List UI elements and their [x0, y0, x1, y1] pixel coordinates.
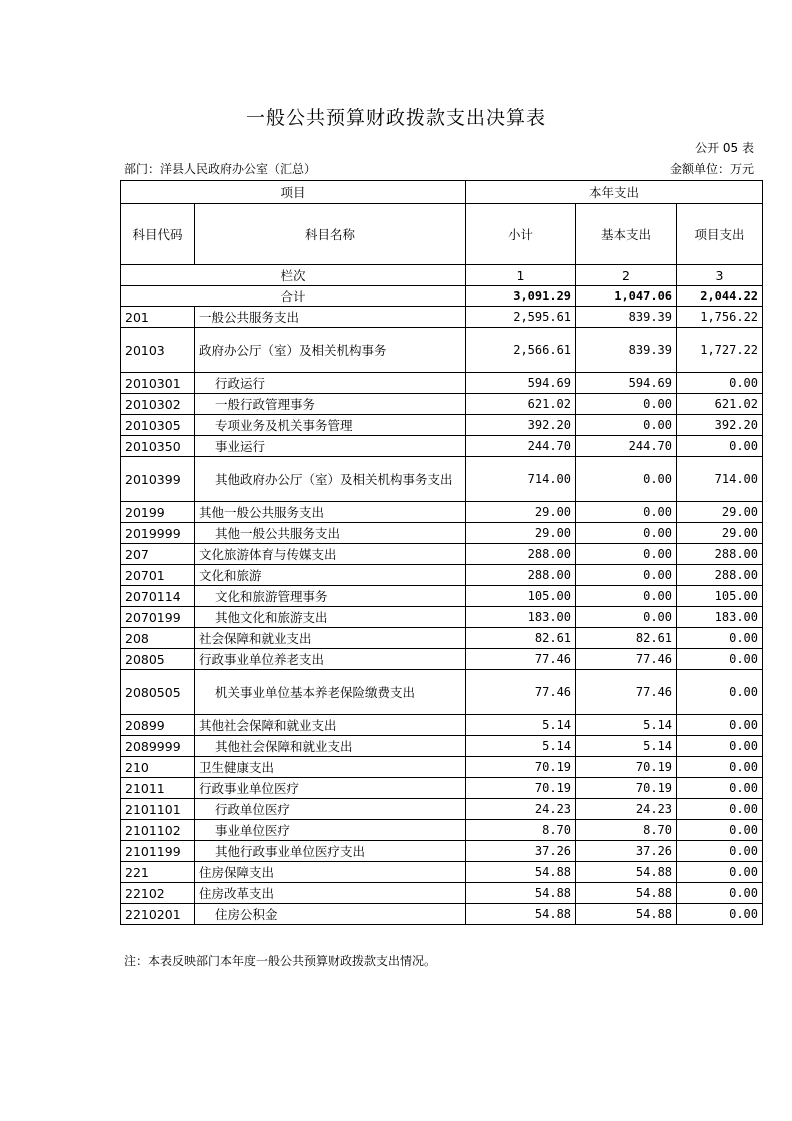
row-project: 0.00 [677, 883, 763, 904]
unit-label: 金额单位：万元 [669, 162, 754, 176]
row-code: 2101101 [121, 799, 195, 820]
row-code: 20805 [121, 649, 195, 670]
row-basic: 77.46 [576, 649, 677, 670]
table-row [121, 715, 763, 736]
row-subtotal: 2,566.61 [466, 328, 576, 373]
row-name: 住房保障支出 [195, 862, 466, 883]
row-name: 住房公积金 [195, 904, 466, 925]
row-project: 0.00 [677, 670, 763, 715]
row-basic: 0.00 [576, 544, 677, 565]
row-subtotal: 77.46 [466, 649, 576, 670]
row-name: 行政单位医疗 [195, 799, 466, 820]
row-project: 714.00 [677, 457, 763, 502]
row-basic: 54.88 [576, 862, 677, 883]
row-code: 2070199 [121, 607, 195, 628]
row-name: 其他文化和旅游支出 [195, 607, 466, 628]
table-row [121, 778, 763, 799]
table-row [121, 307, 763, 328]
row-basic: 0.00 [576, 415, 677, 436]
row-name: 其他一般公共服务支出 [195, 523, 466, 544]
table-row [121, 736, 763, 757]
table-row [121, 544, 763, 565]
row-code: 2010399 [121, 457, 195, 502]
row-subtotal: 5.14 [466, 736, 576, 757]
row-project: 0.00 [677, 649, 763, 670]
row-code: 21011 [121, 778, 195, 799]
table-row [121, 415, 763, 436]
row-code: 2019999 [121, 523, 195, 544]
row-name: 其他行政事业单位医疗支出 [195, 841, 466, 862]
row-basic: 839.39 [576, 307, 677, 328]
row-project: 0.00 [677, 862, 763, 883]
row-subtotal: 37.26 [466, 841, 576, 862]
row-project: 392.20 [677, 415, 763, 436]
row-basic: 37.26 [576, 841, 677, 862]
row-code: 20103 [121, 328, 195, 373]
row-project: 0.00 [677, 904, 763, 925]
header-code: 科目代码 [121, 204, 195, 265]
column-number-1: 1 [466, 265, 576, 286]
row-code: 2010301 [121, 373, 195, 394]
row-name: 卫生健康支出 [195, 757, 466, 778]
column-number-3: 3 [677, 265, 763, 286]
row-name: 其他政府办公厅（室）及相关机构事务支出 [195, 457, 466, 502]
row-project: 621.02 [677, 394, 763, 415]
row-basic: 5.14 [576, 715, 677, 736]
row-subtotal: 77.46 [466, 670, 576, 715]
row-name: 其他社会保障和就业支出 [195, 736, 466, 757]
row-subtotal: 54.88 [466, 904, 576, 925]
row-name: 文化旅游体育与传媒支出 [195, 544, 466, 565]
table-row [121, 523, 763, 544]
row-basic: 0.00 [576, 565, 677, 586]
row-code: 2080505 [121, 670, 195, 715]
table-row [121, 373, 763, 394]
row-subtotal: 54.88 [466, 862, 576, 883]
row-basic: 24.23 [576, 799, 677, 820]
page-title: 一般公共预算财政拨款支出决算表 [245, 107, 546, 129]
table-row [121, 436, 763, 457]
row-name: 其他社会保障和就业支出 [195, 715, 466, 736]
row-project: 29.00 [677, 523, 763, 544]
row-code: 2089999 [121, 736, 195, 757]
column-number-2: 2 [576, 265, 677, 286]
row-name: 住房改革支出 [195, 883, 466, 904]
row-basic: 0.00 [576, 457, 677, 502]
row-project: 0.00 [677, 715, 763, 736]
row-subtotal: 594.69 [466, 373, 576, 394]
table-row [121, 649, 763, 670]
table-row [121, 628, 763, 649]
table-row [121, 670, 763, 715]
row-name: 行政事业单位养老支出 [195, 649, 466, 670]
row-basic: 0.00 [576, 586, 677, 607]
row-project: 0.00 [677, 820, 763, 841]
row-basic: 0.00 [576, 523, 677, 544]
row-project: 0.00 [677, 736, 763, 757]
table-row [121, 841, 763, 862]
table-row [121, 328, 763, 373]
row-name: 政府办公厅（室）及相关机构事务 [195, 328, 466, 373]
row-subtotal: 29.00 [466, 523, 576, 544]
row-name: 一般行政管理事务 [195, 394, 466, 415]
row-name: 事业单位医疗 [195, 820, 466, 841]
row-basic: 54.88 [576, 904, 677, 925]
row-basic: 0.00 [576, 394, 677, 415]
row-project: 0.00 [677, 436, 763, 457]
row-subtotal: 54.88 [466, 883, 576, 904]
row-code: 20701 [121, 565, 195, 586]
total-basic: 1,047.06 [576, 286, 677, 307]
row-code: 210 [121, 757, 195, 778]
total-row [121, 286, 763, 307]
row-subtotal: 70.19 [466, 778, 576, 799]
row-basic: 839.39 [576, 328, 677, 373]
row-basic: 244.70 [576, 436, 677, 457]
row-project: 29.00 [677, 502, 763, 523]
row-code: 20199 [121, 502, 195, 523]
total-project: 2,044.22 [677, 286, 763, 307]
row-basic: 0.00 [576, 502, 677, 523]
row-subtotal: 70.19 [466, 757, 576, 778]
table-row [121, 904, 763, 925]
row-code: 2070114 [121, 586, 195, 607]
header-basic: 基本支出 [576, 204, 677, 265]
row-name: 事业运行 [195, 436, 466, 457]
column-number-row [121, 265, 763, 286]
row-code: 2101102 [121, 820, 195, 841]
row-subtotal: 714.00 [466, 457, 576, 502]
column-label: 栏次 [121, 265, 466, 286]
row-subtotal: 105.00 [466, 586, 576, 607]
expenditure-table [120, 180, 763, 925]
form-code: 公开 05 表 [695, 141, 754, 155]
row-code: 207 [121, 544, 195, 565]
header-project: 项目支出 [677, 204, 763, 265]
department-label: 部门：洋县人民政府办公室（汇总） [124, 162, 317, 176]
row-subtotal: 183.00 [466, 607, 576, 628]
table-row [121, 757, 763, 778]
table-row [121, 502, 763, 523]
row-subtotal: 244.70 [466, 436, 576, 457]
table-row [121, 394, 763, 415]
row-code: 2010350 [121, 436, 195, 457]
row-project: 0.00 [677, 841, 763, 862]
header-row-1 [121, 181, 763, 204]
table-row [121, 862, 763, 883]
row-project: 0.00 [677, 373, 763, 394]
row-basic: 70.19 [576, 778, 677, 799]
row-basic: 70.19 [576, 757, 677, 778]
row-code: 20899 [121, 715, 195, 736]
row-subtotal: 288.00 [466, 544, 576, 565]
table-row [121, 457, 763, 502]
row-name: 机关事业单位基本养老保险缴费支出 [195, 670, 466, 715]
row-subtotal: 82.61 [466, 628, 576, 649]
row-basic: 5.14 [576, 736, 677, 757]
row-project: 288.00 [677, 565, 763, 586]
row-subtotal: 5.14 [466, 715, 576, 736]
row-code: 201 [121, 307, 195, 328]
row-name: 其他一般公共服务支出 [195, 502, 466, 523]
row-code: 208 [121, 628, 195, 649]
row-project: 1,727.22 [677, 328, 763, 373]
row-code: 2210201 [121, 904, 195, 925]
row-basic: 0.00 [576, 607, 677, 628]
row-code: 22102 [121, 883, 195, 904]
row-basic: 8.70 [576, 820, 677, 841]
row-code: 221 [121, 862, 195, 883]
row-name: 文化和旅游管理事务 [195, 586, 466, 607]
row-basic: 594.69 [576, 373, 677, 394]
row-subtotal: 288.00 [466, 565, 576, 586]
row-basic: 54.88 [576, 883, 677, 904]
table-row [121, 565, 763, 586]
row-subtotal: 29.00 [466, 502, 576, 523]
row-subtotal: 24.23 [466, 799, 576, 820]
total-subtotal: 3,091.29 [466, 286, 576, 307]
row-project: 1,756.22 [677, 307, 763, 328]
header-current-year: 本年支出 [466, 181, 763, 204]
row-project: 0.00 [677, 799, 763, 820]
table-row [121, 607, 763, 628]
table-note: 注：本表反映部门本年度一般公共预算财政拨款支出情况。 [124, 954, 437, 968]
row-project: 288.00 [677, 544, 763, 565]
row-subtotal: 621.02 [466, 394, 576, 415]
row-name: 文化和旅游 [195, 565, 466, 586]
row-code: 2101199 [121, 841, 195, 862]
row-name: 行政运行 [195, 373, 466, 394]
table-row [121, 799, 763, 820]
row-code: 2010302 [121, 394, 195, 415]
row-basic: 77.46 [576, 670, 677, 715]
row-project: 183.00 [677, 607, 763, 628]
row-subtotal: 8.70 [466, 820, 576, 841]
header-subtotal: 小计 [466, 204, 576, 265]
row-basic: 82.61 [576, 628, 677, 649]
table-row [121, 586, 763, 607]
row-project: 0.00 [677, 757, 763, 778]
header-name: 科目名称 [195, 204, 466, 265]
total-label: 合计 [121, 286, 466, 307]
header-row-2 [121, 204, 763, 265]
row-name: 社会保障和就业支出 [195, 628, 466, 649]
table-row [121, 883, 763, 904]
row-subtotal: 2,595.61 [466, 307, 576, 328]
row-name: 行政事业单位医疗 [195, 778, 466, 799]
row-project: 0.00 [677, 778, 763, 799]
row-project: 0.00 [677, 628, 763, 649]
row-code: 2010305 [121, 415, 195, 436]
header-item: 项目 [121, 181, 466, 204]
row-project: 105.00 [677, 586, 763, 607]
row-name: 专项业务及机关事务管理 [195, 415, 466, 436]
row-name: 一般公共服务支出 [195, 307, 466, 328]
table-row [121, 820, 763, 841]
row-subtotal: 392.20 [466, 415, 576, 436]
